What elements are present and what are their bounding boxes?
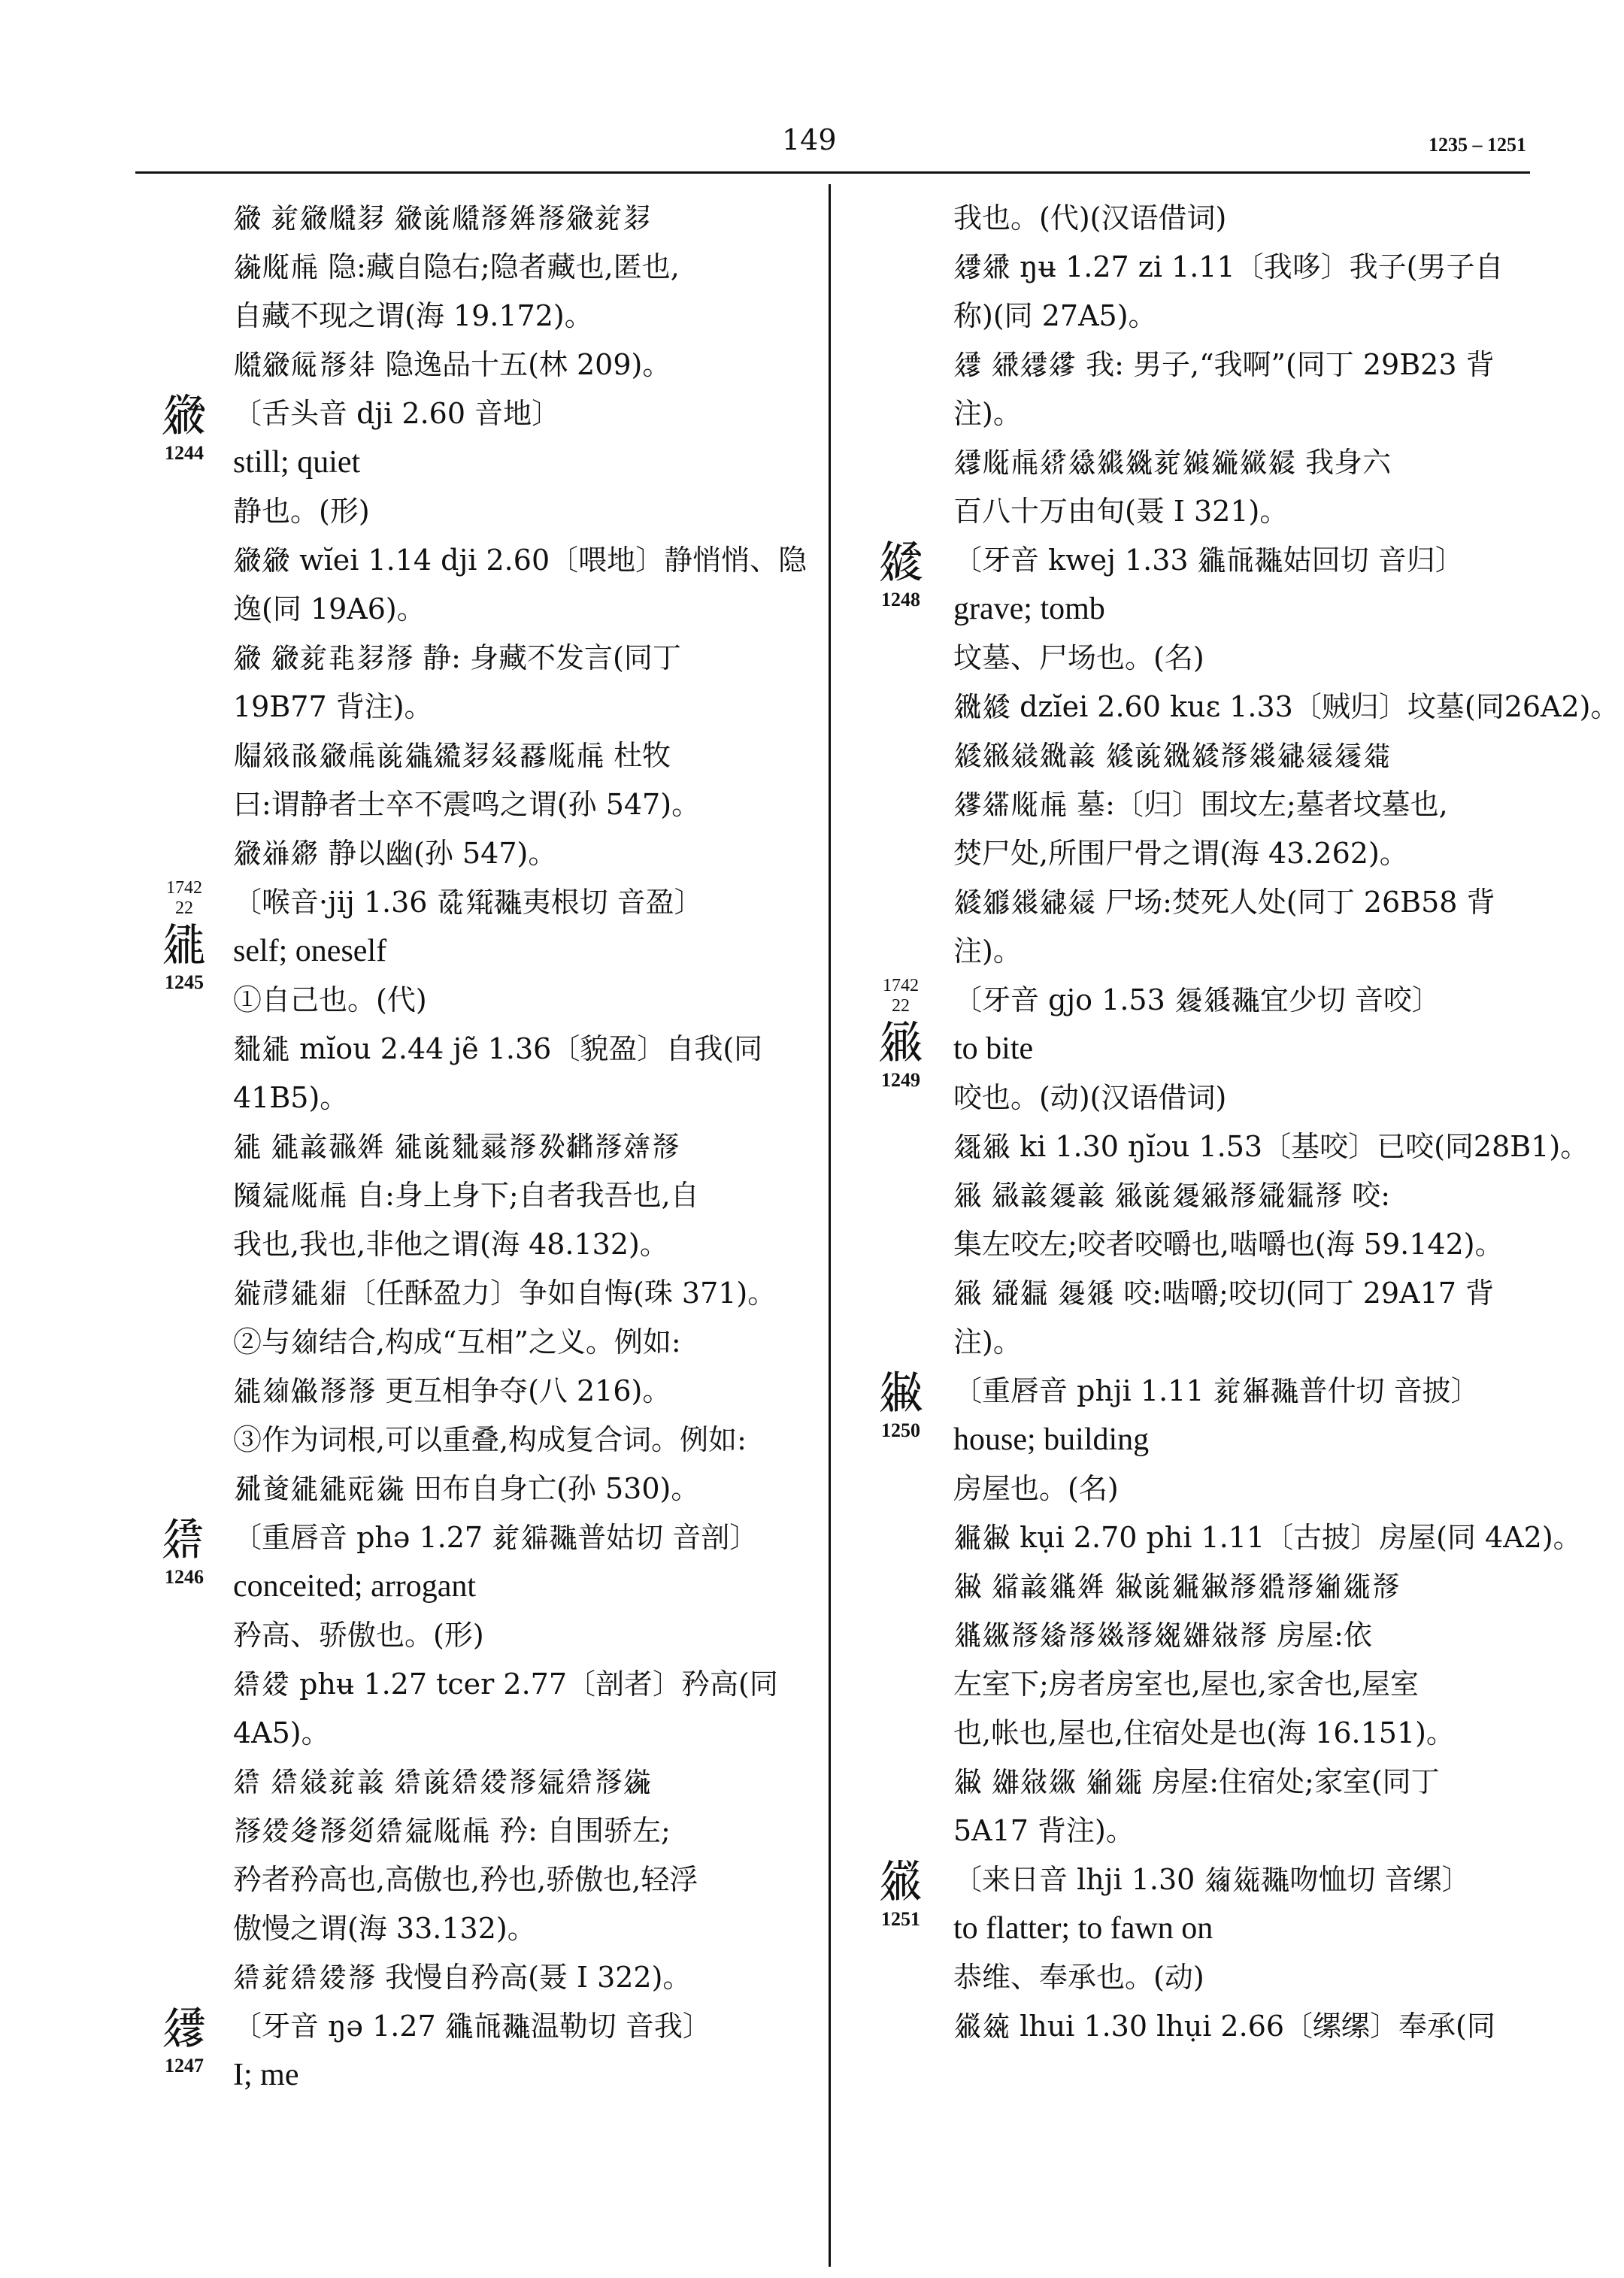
entry-line: 𗧳 𗧿𗨀𗧻 𗧹𗧺 房屋:住宿处;家室(同丁 [953, 1765, 1440, 1798]
entry-line: 〔牙音 ŋə 1.27 𗪟𗭍𗖵温勒切 音我〕 [233, 2010, 711, 2043]
intro-line: 𗧖 𗧗𗧖𗧘 我: 男子,“我啊”(同丁 29B23 背 [953, 348, 1495, 381]
entry-number-block [143, 389, 226, 465]
entry-line: 〔重唇音 phji 1.11 𗐱𗧴𗖵普什切 音披〕 [953, 1374, 1480, 1407]
entry-line: 5A17 背注)。 [953, 1814, 1135, 1847]
entry-line: ②与𗦻结合,构成“互相”之义。例如: [233, 1325, 681, 1359]
right-column [878, 194, 1619, 2051]
english-gloss: to flatter; to fawn on [953, 1911, 1213, 1946]
entry-line: 左室下;房者房室也,屋也,家舍也,屋室 [953, 1668, 1419, 1701]
entry-line: 坟墓、尸场也。(名) [953, 641, 1204, 674]
dictionary-entry [162, 2002, 820, 2100]
intro-line: 𗩠 𗐱𗩠𗆮𘎪 𗩠𗐯𗆮𘃡𗤶𘃡𗩠𗐱𘎪 [233, 201, 652, 235]
intro-line: 我也。(代)(汉语借词) [953, 201, 1227, 235]
dictionary-entry [162, 878, 820, 1513]
dictionary-entry [878, 1367, 1582, 1855]
entry-line: 41B5)。 [233, 1081, 349, 1114]
entry-line: ③作为词根,可以重叠,构成复合词。例如: [233, 1423, 747, 1456]
entry-line: 𗨂𗨅 lhui 1.30 lhụi 2.66〔缧缧〕奉承(同 [953, 2010, 1495, 2043]
entry-line: 𗧯𗧬 ki 1.30 ŋĭɔu 1.53〔基咬〕已咬(同28B1)。 [953, 1130, 1589, 1163]
entry-line: 𗨁𗙀𗧓𗤋〔任酥盈力〕争如自悔(珠 371)。 [233, 1277, 777, 1310]
entry-prefix-subnumber: 22 [892, 996, 910, 1016]
entry-line: ①自己也。(代) [233, 983, 427, 1016]
column-divider [829, 184, 831, 2267]
intro-line: 𗧖𗧗 ŋʉ 1.27 zi 1.11〔我哆〕我子(男子自 [953, 250, 1504, 283]
entry-line: 矜者矜高也,高傲也,矜也,骄傲也,轻浮 [233, 1863, 698, 1896]
intro-line: 𗨆𗅉𗍫 隐:藏自隐右;隐者藏也,匿也, [233, 250, 680, 283]
intro-line: 自藏不现之谓(海 19.172)。 [233, 299, 593, 332]
left-column [162, 194, 820, 2100]
dictionary-entry [162, 1513, 820, 2002]
entry-line: 傲慢之谓(海 33.132)。 [233, 1912, 536, 1945]
entry-line: 房屋也。(名) [953, 1472, 1119, 1505]
entry-line: 19B77 背注)。 [233, 690, 433, 723]
headword-glyph: 𗧔 [162, 1513, 207, 1566]
entry-line: 集左咬左;咬者咬嚼也,啮嚼也(海 59.142)。 [953, 1228, 1504, 1261]
headword-glyph: 𗧓 [162, 919, 207, 971]
entry-line: 𗂧𗦇𗅉𗍫 自:身上身下;自者我吾也,自 [233, 1179, 699, 1212]
intro-line: 百八十万由旬(聂 I 321)。 [953, 495, 1289, 528]
headword-glyph: 𗧬 [878, 1016, 923, 1069]
english-gloss: to bite [953, 1031, 1034, 1066]
entry-line: 𗧡𗧫𗧤𗧥𗧦 尸场:焚死人处(同丁 26B58 背 [953, 886, 1495, 919]
entry-number: 1244 [165, 442, 204, 464]
headword-glyph: 𗧡 [878, 536, 923, 589]
english-gloss: house; building [953, 1422, 1150, 1457]
english-gloss: grave; tomb [953, 592, 1105, 626]
entry-prefix-number: 1742 [883, 976, 919, 995]
entry-number: 1249 [881, 1069, 920, 1091]
entry-number-block [143, 1513, 226, 1589]
entry-line: 𗧡𗧣𗧊𗧢𗓁 𗧡𗐯𗧢𗧡𘃡𗧤𗧥𗧦𗧧𗧨 [953, 739, 1392, 772]
entry-line: 𗧓 𗧓𗓁𗖻𗤶 𗧓𗐯𘙇𗕥𘃡𗉔𘂤𘃡𗓦𘃡 [233, 1130, 680, 1163]
entry-line: 〔重唇音 phə 1.27 𗐱𗦗𗖵普姑切 音剖〕 [233, 1521, 759, 1554]
entry-line: 注)。 [953, 935, 1022, 968]
intro-line: 𗆮𗩠𗏁𘃡𗢳 隐逸品十五(林 209)。 [233, 348, 671, 381]
dictionary-entry [162, 389, 820, 878]
entry-line: 𗧓𗦻𗏹𘃡𘃡 更互相争夺(八 216)。 [233, 1374, 671, 1407]
entry-number: 1250 [881, 1419, 920, 1441]
entry-line: 𗧷𗧻𘃡𗧼𘃡𗧽𘃡𗧾𗧿𗨀𘃡 房屋:依 [953, 1619, 1372, 1652]
entry-line: 𗧔𗐱𗧔𗧕𘃡 我慢自矜高(聂 I 322)。 [233, 1961, 692, 1994]
english-gloss: conceited; arrogant [233, 1569, 476, 1604]
entry-number-block [859, 536, 942, 611]
intro-line: 注)。 [953, 397, 1022, 430]
entry-line: 焚尸处,所围尸骨之谓(海 43.262)。 [953, 837, 1408, 870]
entry-line: 矜高、骄傲也。(形) [233, 1619, 484, 1652]
entry-prefix-subnumber: 22 [175, 898, 193, 918]
intro-line: 𗧖𗅉𗍫𗧙𗧚𗧛𗧜𗐱𗧝𗧞𗧟𗧠 我身六 [953, 446, 1392, 479]
dictionary-entry [878, 976, 1589, 1367]
entry-number-block [859, 1367, 942, 1442]
entry-line: 𗧳 𗧶𗓁𗧷𗤶 𗧳𗐯𗧵𗧳𘃡𗧸𘃡𗧹𗧺𘃡 [953, 1570, 1401, 1603]
entry-number: 1246 [165, 1566, 204, 1588]
entry-number-block [859, 1855, 942, 1931]
entry-number: 1248 [881, 589, 920, 610]
header-rule [135, 171, 1530, 174]
headword-glyph: 𗧳 [878, 1367, 923, 1419]
entry-line: 𗧩𗧪𗅉𗍫 墓:〔归〕围坟左;墓者坟墓也, [953, 788, 1448, 821]
entry-range: 1235 – 1251 [1429, 134, 1526, 156]
entry-line: 静也。(形) [233, 495, 370, 528]
entry-line: 𗩠𗕅𗨩 静以幽(孙 547)。 [233, 837, 557, 870]
dictionary-entry [878, 536, 1619, 976]
dictionary-entry [878, 1855, 1544, 2051]
entry-number: 1251 [881, 1908, 920, 1930]
intro-line: 称)(同 27A5)。 [953, 299, 1157, 332]
entry-number-block [859, 976, 942, 1092]
entry-line: 4A5)。 [233, 1716, 330, 1749]
headword-glyph: 𗩠 [162, 389, 207, 442]
headword-glyph: 𗨂 [878, 1855, 923, 1908]
entry-line: 恭维、奉承也。(动) [953, 1961, 1204, 1994]
entry-line: 〔舌头音 dji 2.60 音地〕 [233, 397, 561, 430]
entry-line: 也,帐也,屋也,住宿处是也(海 16.151)。 [953, 1716, 1455, 1749]
entry-line: 我也,我也,非他之谓(海 48.132)。 [233, 1228, 668, 1261]
entry-line: 逸(同 19A6)。 [233, 592, 426, 626]
entry-line: 〔牙音 kwej 1.33 𗪟𗭍𗖵姑回切 音归〕 [953, 544, 1464, 577]
entry-number: 1247 [165, 2055, 204, 2077]
english-gloss: still; quiet [233, 445, 361, 480]
english-gloss: I; me [233, 2058, 299, 2092]
english-gloss: self; oneself [233, 934, 387, 968]
entry-line: 注)。 [953, 1325, 1022, 1359]
entry-line: 〔牙音 gjo 1.53 𗧭𗧮𗖵宜少切 音咬〕 [953, 983, 1441, 1016]
entry-line: 𗧬 𗧰𗓁𗧭𗓁 𗧬𗐯𗧭𗧬𘃡𗧱𗧲𘃡 咬: [953, 1179, 1391, 1212]
entry-number-block [143, 878, 226, 994]
entry-line: 𗧬 𗧱𗧲 𗧭𗧮 咬:啮嚼;咬切(同丁 29A17 背 [953, 1277, 1494, 1310]
entry-line: 𗧔𗧕 phʉ 1.27 tcer 2.77〔剖者〕矜高(同 [233, 1668, 778, 1701]
entry-line: 𘃡𗧕𗫶𘃡𗫺𗧔𗦇𗅉𗍫 矜: 自围骄左; [233, 1814, 671, 1847]
page-number: 149 [782, 123, 837, 156]
entry-line: 𗆝𗤻𗰛𗩠𗍫𗐯𗪘𗫔𘎪𗣆𗵒𗅉𗍫 杜牧 [233, 739, 671, 772]
entry-line: 〔来日音 lhji 1.30 𗨃𗨄𗖵吻恤切 音缧〕 [953, 1863, 1471, 1896]
entry-line: 咬也。(动)(汉语借词) [953, 1081, 1227, 1114]
entry-line: 𗧢𗧡 dzĭei 2.60 kuɛ 1.33〔贼归〕坟墓(同26A2)。 [953, 690, 1619, 723]
entry-line: 𗧔 𗧔𗧊𗐱𗓁 𗧔𗐯𗧔𗧕𘃡𗦇𗧔𘃡𗨆 [233, 1765, 652, 1798]
headword-glyph: 𗧖 [162, 2002, 207, 2055]
entry-line: 〔喉音·jij 1.36 𗱕𗋕𗖵夷根切 音盈〕 [233, 886, 703, 919]
entry-prefix-number: 1742 [166, 878, 202, 898]
entry-line: 𘙇𗧓 mĭou 2.44 jẽ 1.36〔貌盈〕自我(同 [233, 1032, 763, 1065]
entry-number-block [143, 2002, 226, 2077]
entry-number: 1245 [165, 971, 204, 993]
entry-line: 𗉣𗒹𗧓𗧓𗠇𗨆 田布自身亡(孙 530)。 [233, 1472, 700, 1505]
entry-line: 𗧵𗧳 kụi 2.70 phi 1.11〔古披〕房屋(同 4A2)。 [953, 1521, 1582, 1554]
entry-line: 𗩠 𗩠𗐱𘃴𘎪𘃡 静: 身藏不发言(同丁 [233, 641, 681, 674]
entry-line: 𗩠𗩠 wĭei 1.14 dji 2.60〔喂地〕静悄悄、隐 [233, 544, 807, 577]
entry-line: 曰:谓静者士卒不震鸣之谓(孙 547)。 [233, 788, 701, 821]
